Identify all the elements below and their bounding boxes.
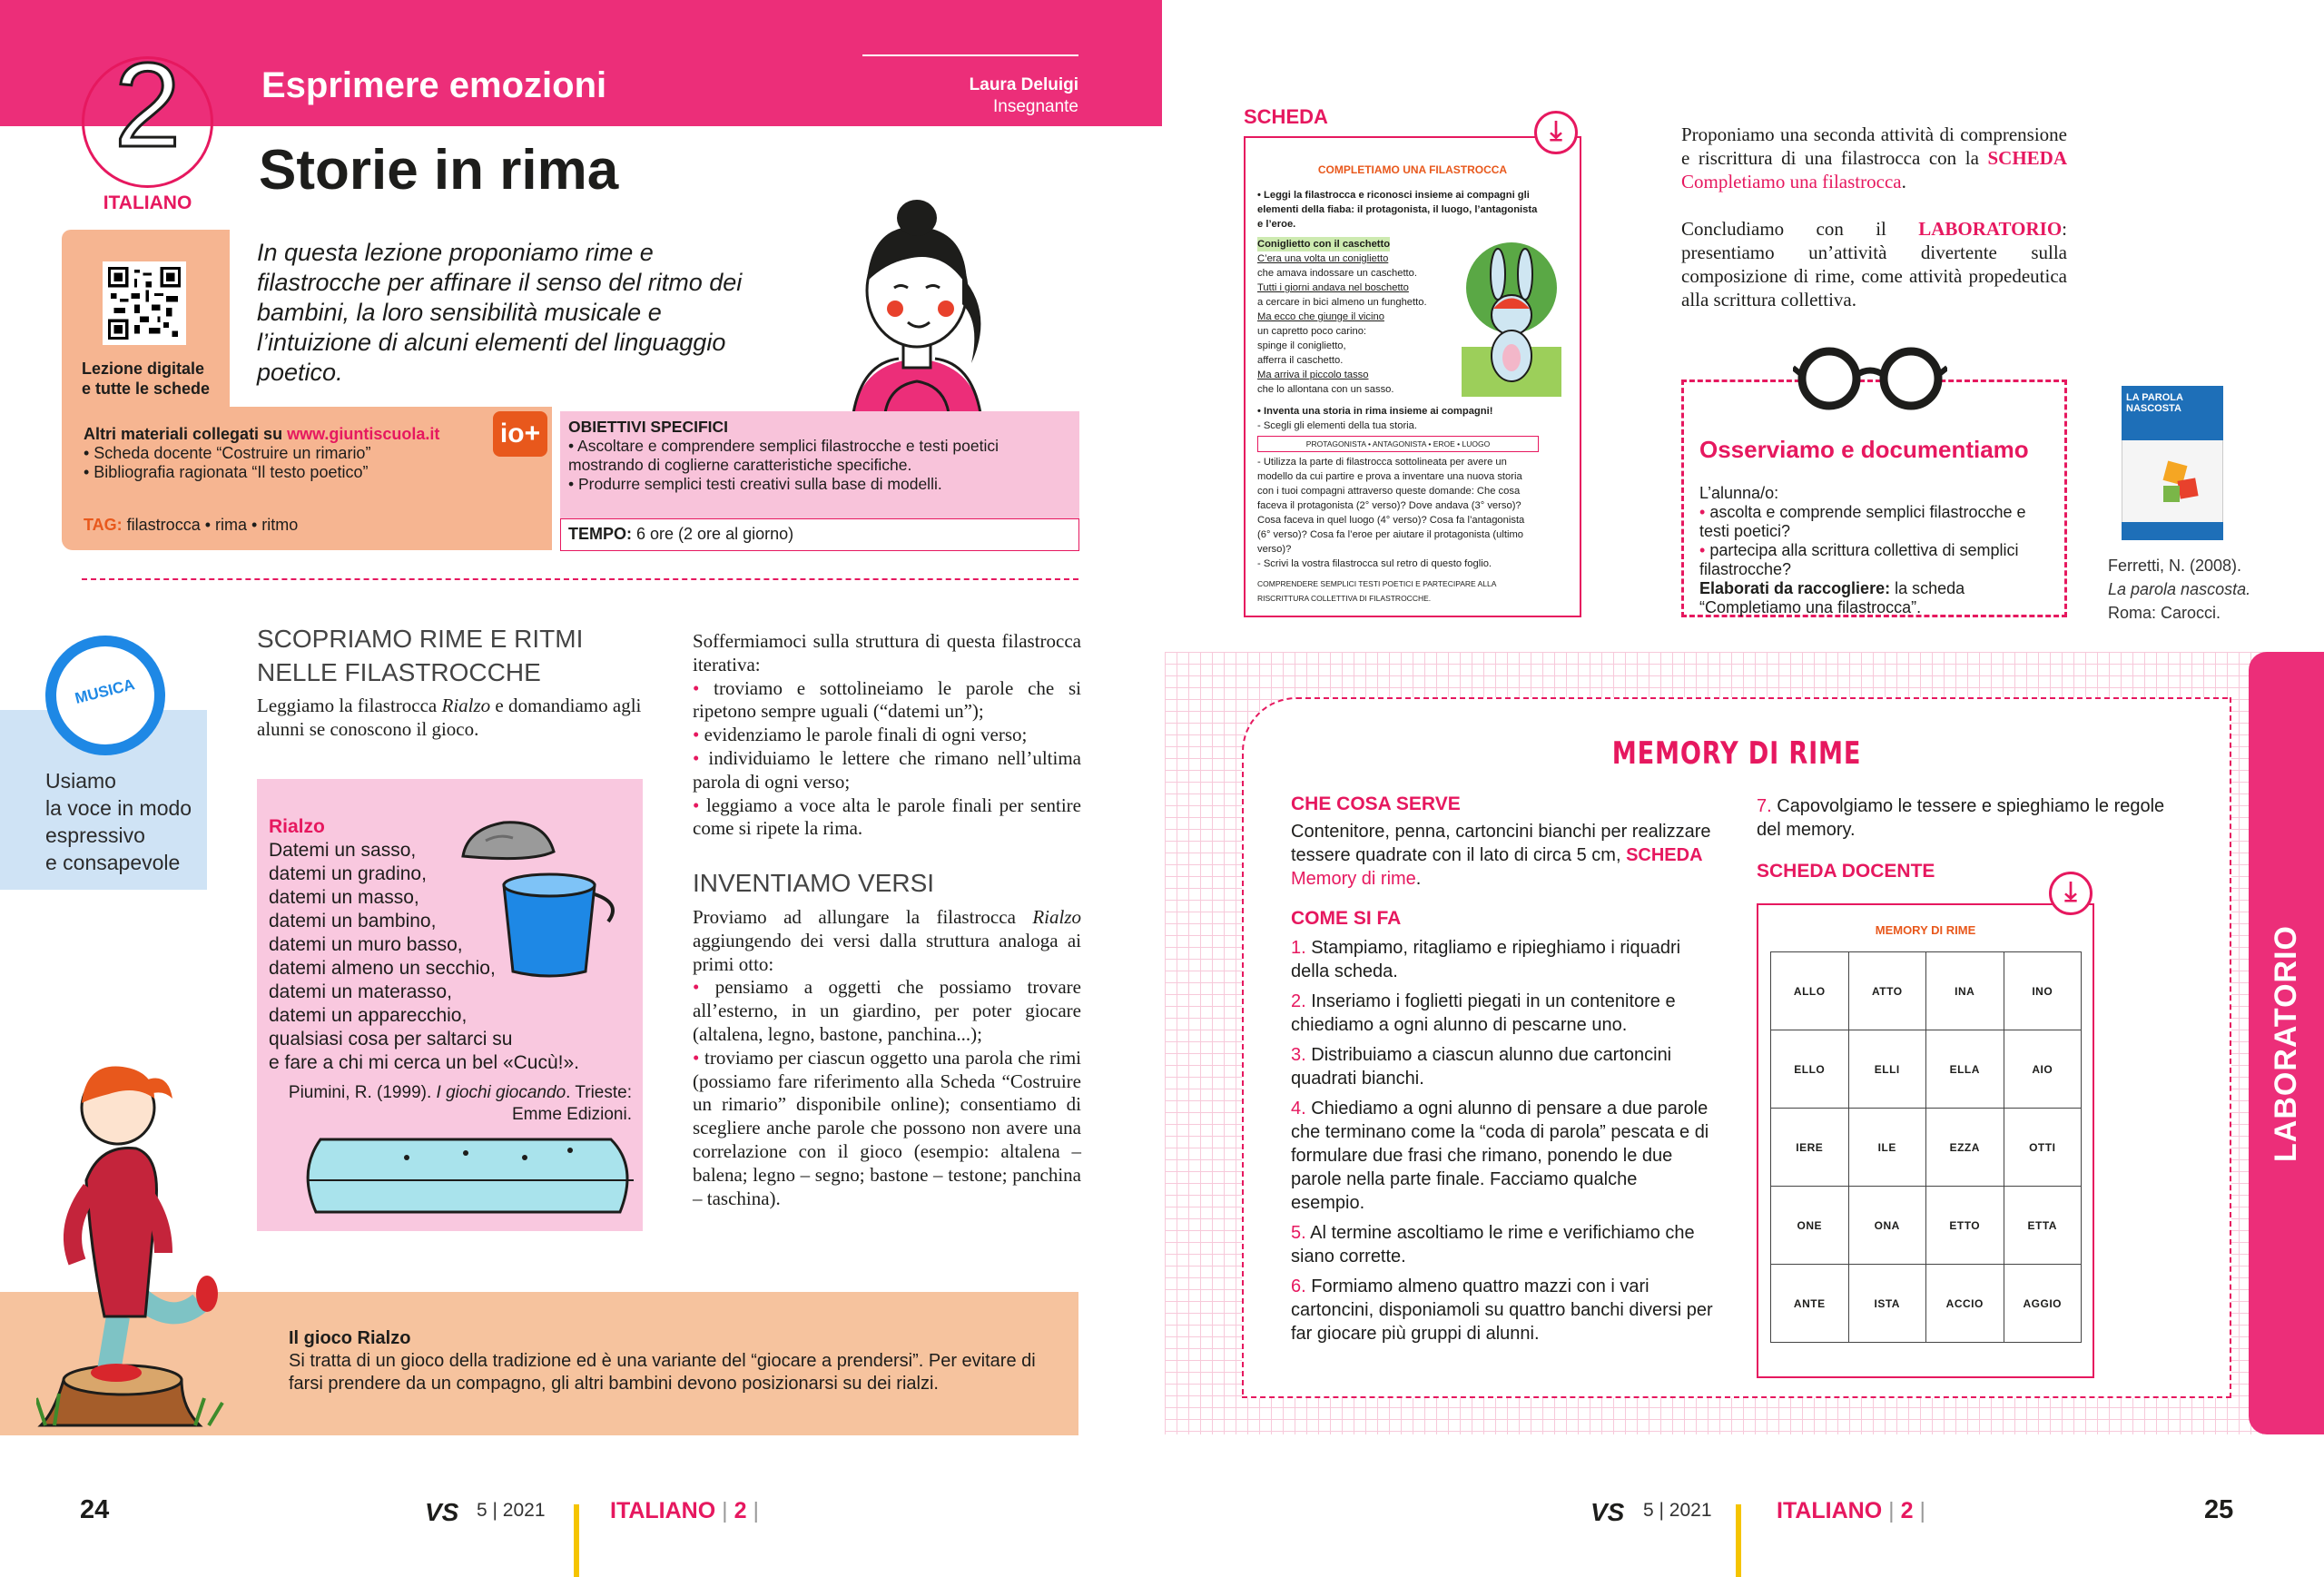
materials-text <box>84 425 510 482</box>
step-text: Stampiamo, ritagliamo e ripieghiamo i riquadri della scheda. <box>1291 938 1681 981</box>
worksheet-poem-line: che amava indossare un caschetto. <box>1257 268 1417 279</box>
memory-card: INA <box>1926 952 2004 1030</box>
bullet-text: troviamo e sottolineiamo le parole che si ripetono sempre uguali (“datemi un”); <box>693 676 1082 723</box>
lab-tab-label <box>2249 652 2324 1434</box>
io-plus-badge-icon[interactable]: io+ <box>493 411 547 457</box>
page-number-right: 25 <box>2204 1495 2234 1524</box>
worksheet-poem-line: Tutti i giorni andava nel boschetto <box>1257 282 1409 293</box>
step-number: 1. <box>1291 938 1306 958</box>
child-jumping-illustration <box>36 999 263 1444</box>
mattress-icon <box>298 1130 643 1219</box>
objective-item: • Produrre semplici testi creativi sulla base di modelli. <box>568 475 942 493</box>
poem-title: Rialzo <box>269 816 325 837</box>
digital-lesson-label[interactable] <box>82 359 210 399</box>
middle-bullet: • evidenziamo le parole finali di ogni verso; <box>693 724 1028 746</box>
text-run-italic: Rialzo <box>441 695 491 716</box>
memory-card: AGGIO <box>2004 1265 2082 1343</box>
memory-card: ATTO <box>1848 952 1926 1030</box>
memory-card: OTTI <box>2004 1109 2082 1187</box>
middle-bullet: • troviamo e sottolineiamo le parole che si ripetono sempre uguali (“datemi un”); <box>693 676 1082 723</box>
worksheet-poem-line: Ma arriva il piccolo tasso <box>1257 370 1369 380</box>
poem-line: datemi un masso, <box>269 887 419 908</box>
cite-run: Roma: Carocci. <box>2108 604 2221 622</box>
objectives-text <box>568 418 1072 494</box>
scheda-ref-title: Completiamo una filastrocca <box>1681 171 1902 192</box>
game-text <box>289 1327 1069 1395</box>
memory-card: ISTA <box>1848 1265 1926 1343</box>
lab-step <box>1291 990 1713 1037</box>
poem-line: datemi un materasso, <box>269 981 452 1002</box>
worksheet-title: COMPLETIAMO UNA FILASTROCCA <box>1317 163 1508 176</box>
lab-step <box>1291 1221 1713 1268</box>
bullet-text: leggiamo a voce alta le parole finali per sentire come si ripete la rima. <box>693 793 1081 840</box>
qr-code-icon[interactable] <box>103 261 186 345</box>
worksheet-instruction: • Inventa una storia in rima insieme ai compagni! <box>1257 406 1493 417</box>
worksheet-poem-line: un capretto poco carino: <box>1257 326 1367 337</box>
footer-section-label: ITALIANO <box>1777 1498 1883 1523</box>
step-text: Capovolgiamo le tessere e spieghiamo le regole del memory. <box>1757 796 2165 840</box>
scheda-ref: SCHEDA <box>1987 147 2067 169</box>
lab-step <box>1291 1043 1713 1090</box>
step-text: Chiediamo a ogni alunno di pensare a due parole che terminano come la “coda di parola” pescata e di formulare due frasi che rimano, ponendo le due parole nella parte finale. Facciamo qualche esempio. <box>1291 1099 1709 1213</box>
game-title: Il gioco Rialzo <box>289 1328 411 1348</box>
observation-title: Osserviamo e documentiamo <box>1699 436 2029 463</box>
tags <box>84 516 298 535</box>
book-citation <box>2108 554 2262 625</box>
lab-step <box>1291 1275 1713 1345</box>
memory-grid <box>1770 951 2082 1343</box>
worksheet-poem <box>1257 237 1439 397</box>
text-run: Concludiamo con il <box>1681 218 1919 240</box>
poem-line: datemi un bambino, <box>269 911 437 931</box>
intro-right <box>1681 123 2067 311</box>
tempo-value: 6 ore (2 ore al giorno) <box>636 525 794 543</box>
worksheet-instruction: • Leggi la filastrocca e riconosci insieme ai compagni gli elementi della fiaba: il protagonista, il luogo, l’antagonista e l’eroe. <box>1257 190 1538 230</box>
materials-item: • Bibliografia ragionata “Il testo poetico” <box>84 463 369 481</box>
lab-title: MEMORY DI RIME <box>1611 735 1862 772</box>
text-run: . <box>1415 869 1422 889</box>
text-run: Contenitore, penna, cartoncini bianchi per realizzare tessere quadrate con il lato di circa 5 cm, <box>1291 822 1711 865</box>
memory-card: ELLI <box>1848 1030 1926 1109</box>
observation-intro: L’alunna/o: <box>1699 484 1779 502</box>
cite-run: Emme Edizioni. <box>512 1105 632 1124</box>
book-cover-footer <box>2122 522 2223 540</box>
footer-section-num: 2 <box>734 1498 747 1523</box>
memory-card: ALLO <box>1771 952 1849 1030</box>
text-run: . <box>1901 171 1906 192</box>
text-run: Proviamo ad allungare la filastrocca <box>693 906 1033 928</box>
vs-logo: VS <box>1590 1498 1625 1526</box>
step-text: Distribuiamo a ciascun alunno due cartoncini quadrati bianchi. <box>1291 1045 1672 1089</box>
lesson-number: 2 <box>113 38 182 172</box>
bullet-text: pensiamo a oggetti che possiamo trovare all’esterno, in un giardino, per poter giocare (altalena, legno, bastone, panchina...); <box>693 976 1081 1045</box>
observation-item: • ascolta e comprende semplici filastrocche e testi poetici? <box>1699 503 2026 540</box>
memory-card: ETTO <box>1926 1187 2004 1265</box>
observation-item: • partecipa alla scrittura collettiva di semplici filastrocche? <box>1699 541 2019 578</box>
lead-paragraph: In questa lezione proponiamo rime e filastrocche per affinare il senso del ritmo dei bambini, la loro sensibilità musicale e l’intuizione di alcuni elementi del linguaggio poetico. <box>257 239 743 386</box>
lab-tab-text: LABORATORIO <box>2269 924 2304 1162</box>
author-role: Insegnante <box>992 97 1078 116</box>
footer-section: ITALIANO | 2 | <box>1777 1498 1925 1523</box>
worksheet-instruction: - Utilizza la parte di filastrocca sottolineata per avere un modello da cui partire e prova a inventare una nuova storia con i tuoi compagni attraverso queste domande: Che cosa faceva il protagonista (2° verso)? Dove andava (3° verso)? Cosa faceva in quel luogo (4° verso)? Cosa fa l’antagonista (6° verso)? Cosa fa l’eroe per aiutare il protagonista (ultimo verso)? <box>1257 457 1525 555</box>
poem <box>269 815 632 1075</box>
game-description: Si tratta di un gioco della tradizione ed è una variante del “giocare a prendersi”. Per evitare di farsi prendere da un compagno, gli altri bambini devono posizionarsi su dei rialzi. <box>289 1351 1036 1394</box>
page-number-left: 24 <box>80 1495 110 1524</box>
materials-item: • Scheda docente “Costruire un rimario” <box>84 444 371 462</box>
scheda-ref: SCHEDA <box>1626 845 1703 865</box>
bunny-illustration <box>1457 238 1566 397</box>
middle-column-2 <box>693 906 1081 1210</box>
digital-label-line1: Lezione digitale <box>82 360 205 378</box>
text-run-italic: Rialzo <box>1032 906 1081 928</box>
issue: 5 | 2021 <box>477 1500 546 1521</box>
middle-intro: Soffermiamoci sulla struttura di questa filastrocca iterativa: <box>693 630 1081 675</box>
memory-card: IERE <box>1771 1109 1849 1187</box>
lab-step <box>1291 1097 1713 1215</box>
scopriamo-paragraph <box>257 694 656 741</box>
worksheet-footer: COMPRENDERE SEMPLICI TESTI POETICI E PARTECIPARE ALLA RISCRITTURA COLLETTIVA DI FILASTROCCHE. <box>1257 579 1496 603</box>
cite-run: Piumini, R. (1999). <box>288 1083 437 1102</box>
lab-heading-docente: SCHEDA DOCENTE <box>1757 861 1935 882</box>
memory-card: ONE <box>1771 1187 1849 1265</box>
objectives-heading: OBIETTIVI SPECIFICI <box>568 418 728 436</box>
poem-line: Datemi un sasso, <box>269 840 417 861</box>
cite-run: Ferretti, N. (2008). <box>2108 557 2242 575</box>
header-rule <box>862 54 1078 56</box>
poem-line: e fare a chi mi cerca un bel «Cucù!». <box>269 1052 580 1073</box>
text-run: : presentiamo un’attività divertente sulla composizione di rime, come attività propedeutica alla scrittura collettiva. <box>1681 218 2067 310</box>
issue: 5 | 2021 <box>1643 1500 1712 1521</box>
text-run: aggiungendo dei versi dalla struttura analoga ai primi otto: <box>693 929 1081 975</box>
footer-section: ITALIANO | 2 | <box>610 1498 759 1523</box>
lab-heading-serve: CHE COSA SERVE <box>1291 793 1461 814</box>
worksheet-instruction: - Scegli gli elementi della tua storia. <box>1257 420 1417 431</box>
section-divider <box>82 578 1078 580</box>
lab-step <box>1291 936 1713 983</box>
memory-card: AIO <box>2004 1030 2082 1109</box>
bullet-text: troviamo per ciascun oggetto una parola che rimi (possiamo fare riferimento alla Scheda “Costruire un rimario” disponibile online); consentiamo di scegliere anche parole che possono non avere una correlazione con il gioco (esempio: altalena – balena; legno – segno; bastone – testone; panchina – taschina). <box>693 1046 1081 1209</box>
author <box>908 74 1078 118</box>
author-name: Laura Deluigi <box>969 75 1078 94</box>
tag-label: TAG: <box>84 516 123 534</box>
footer-section-num: 2 <box>1900 1498 1914 1523</box>
worksheet-poem-line: a cercare in bici almeno un funghetto. <box>1257 297 1427 308</box>
poem-line: datemi almeno un secchio, <box>269 958 496 979</box>
observation-item-text: ascolta e comprende semplici filastrocche e testi poetici? <box>1699 503 2026 540</box>
memory-card: ACCIO <box>1926 1265 2004 1343</box>
step-text: Al termine ascoltiamo le rime e verifichiamo che siano corrette. <box>1291 1223 1695 1267</box>
memory-card: INO <box>2004 952 2082 1030</box>
middle-column <box>693 630 1081 841</box>
music-label: MUSICA <box>73 675 137 707</box>
step-text: Inseriamo i foglietti piegati in un contenitore e chiediamo a ogni alunno di pescarne uno. <box>1291 991 1676 1035</box>
text-run: Proponiamo una seconda attività di comprensione e riscrittura di una filastrocca con la <box>1681 123 2067 169</box>
footer-bar <box>574 1504 579 1577</box>
memory-card: ANTE <box>1771 1265 1849 1343</box>
tempo-label: TEMPO: <box>568 525 632 543</box>
step-text: Formiamo almeno quattro mazzi con i vari cartoncini, disponiamoli su quattro banchi diversi per far giocare più gruppi di alunni. <box>1291 1276 1713 1344</box>
section-heading-scopriamo <box>257 622 620 689</box>
worksheet-poem-line: che lo allontana con un sasso. <box>1257 384 1394 395</box>
tempo-box <box>560 518 1079 551</box>
materials-link[interactable]: www.giuntiscuola.it <box>287 425 440 443</box>
memory-worksheet-title: MEMORY DI RIME <box>1875 923 1976 937</box>
cite-run-italic: La parola nascosta. <box>2108 580 2251 598</box>
step-number: 5. <box>1291 1223 1306 1243</box>
middle-bullet: • troviamo per ciascun oggetto una parola che rimi (possiamo fare riferimento alla Scheda “Costruire un rimario” disponibile online); consentiamo di scegliere anche parole che possono non avere una correlazione con il gioco (esempio: altalena – balena; legno – segno; bastone – testone; panchina – taschina). <box>693 1046 1081 1209</box>
poem-line: qualsiasi cosa per saltarci su <box>269 1029 513 1050</box>
digital-label-line2: e tutte le schede <box>82 379 211 398</box>
bullet-text: individuiamo le lettere che rimano nell’ultima parola di ogni verso; <box>693 746 1082 793</box>
kicker: Esprimere emozioni <box>261 65 607 105</box>
cite-run: . Trieste: <box>566 1083 632 1102</box>
music-line: espressivo <box>45 823 145 847</box>
lab-right-column <box>1757 794 2188 883</box>
lab-step <box>1757 794 2188 842</box>
music-line: la voce in modo <box>45 796 192 820</box>
poem-citation <box>269 1082 632 1126</box>
text-run: e domandiamo agli alunni se conoscono il gioco. <box>257 695 642 740</box>
glasses-icon <box>1793 340 1947 413</box>
heading-line: NELLE FILASTROCCHE <box>257 658 541 686</box>
music-text <box>45 767 192 876</box>
scheda-ref-title: Memory di rime <box>1291 869 1416 889</box>
memory-card: EZZA <box>1926 1109 2004 1187</box>
book-cover-art <box>2138 454 2211 513</box>
middle-bullet: • leggiamo a voce alta le parole finali per sentire come si ripete la rima. <box>693 793 1081 840</box>
tag-values: filastrocca • rima • ritmo <box>126 516 299 534</box>
memory-card: ILE <box>1848 1109 1926 1187</box>
music-line: e consapevole <box>45 851 181 874</box>
middle-intro-2 <box>693 906 1081 976</box>
vs-logo: VS <box>425 1498 459 1526</box>
poem-line: datemi un gradino, <box>269 863 427 884</box>
section-heading-inventiamo: INVENTIAMO VERSI <box>693 869 935 897</box>
memory-card: ELLO <box>1771 1030 1849 1109</box>
worksheet-poem-line: spinge il coniglietto, <box>1257 340 1346 351</box>
worksheet-instruction: - Scrivi la vostra filastrocca sul retro di questo foglio. <box>1257 558 1492 569</box>
worksheet-poem-line: C’era una volta un coniglietto <box>1257 253 1389 264</box>
footer-bar <box>1736 1504 1741 1577</box>
middle-bullet: • pensiamo a oggetti che possiamo trovare all’esterno, in un giardino, per poter giocare (altalena, legno, bastone, panchina...); <box>693 976 1081 1045</box>
worksheet-elements: PROTAGONISTA • ANTAGONISTA • EROE • LUOGO <box>1257 436 1539 452</box>
page-title: Storie in rima <box>259 139 619 202</box>
download-icon[interactable]: ⤓ <box>2049 872 2093 915</box>
poem-line: datemi un apparecchio, <box>269 1005 468 1026</box>
bullet-text: evidenziamo le parole finali di ogni verso; <box>704 724 1028 746</box>
step-number: 4. <box>1291 1099 1306 1119</box>
scheda-label: SCHEDA <box>1244 105 1328 128</box>
text-run: Leggiamo la filastrocca <box>257 695 442 716</box>
teacher-illustration <box>835 195 999 413</box>
observation-text <box>1699 484 2049 617</box>
poem-line: datemi un muro basso, <box>269 934 463 955</box>
book-cover-title: LA PAROLA NASCOSTA <box>2126 392 2183 414</box>
memory-card: ETTA <box>2004 1187 2082 1265</box>
objective-item: • Ascoltare e comprendere semplici filastrocche e testi poetici mostrando di coglierne caratteristiche specifiche. <box>568 437 999 474</box>
memory-card: ELLA <box>1926 1030 2004 1109</box>
observation-item-text: partecipa alla scrittura collettiva di semplici filastrocche? <box>1699 541 2019 578</box>
music-line: Usiamo <box>45 769 116 793</box>
collect-label: Elaborati da raccogliere: <box>1699 579 1891 597</box>
worksheet-poem-title: Coniglietto con il caschetto <box>1257 239 1391 250</box>
step-number: 7. <box>1757 796 1772 816</box>
step-number: 3. <box>1291 1045 1306 1065</box>
step-number: 6. <box>1291 1276 1306 1296</box>
middle-bullet: • individuiamo le lettere che rimano nell’ultima parola di ogni verso; <box>693 746 1082 793</box>
footer-section-label: ITALIANO <box>610 1498 716 1523</box>
lab-heading-come: COME SI FA <box>1291 908 1402 929</box>
cite-run-italic: I giochi giocando <box>436 1083 566 1102</box>
materials-heading: Altri materiali collegati su <box>84 425 283 443</box>
worksheet-poem-line: Ma ecco che giunge il vicino <box>1257 311 1384 322</box>
memory-card: ONA <box>1848 1187 1926 1265</box>
heading-line: SCOPRIAMO RIME E RITMI <box>257 625 584 653</box>
lab-ref: LABORATORIO <box>1918 218 2063 240</box>
step-number: 2. <box>1291 991 1306 1011</box>
worksheet-poem-line: afferra il caschetto. <box>1257 355 1344 366</box>
lab-left-column <box>1291 793 1713 1345</box>
download-icon[interactable]: ⤓ <box>1534 111 1578 154</box>
subject-label: ITALIANO <box>103 192 192 213</box>
collect-value: la scheda “Completiamo una filastrocca”. <box>1699 579 1965 616</box>
